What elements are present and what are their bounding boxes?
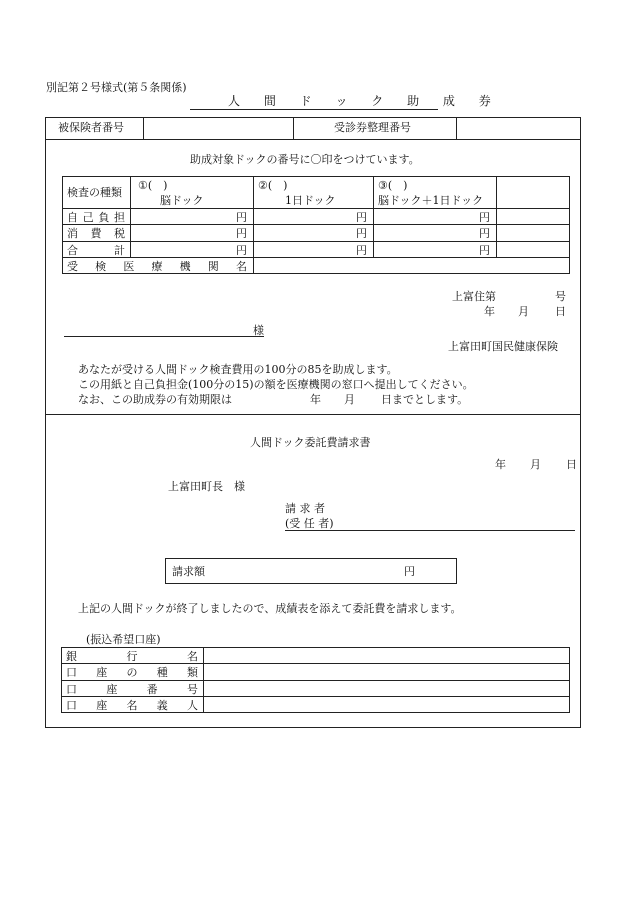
form-number-label: 別記第２号様式(第５条関係) [46, 81, 187, 94]
invoice-year-label: 年 [495, 458, 506, 471]
bank-row-line-2 [61, 680, 570, 681]
claim-amount-unit: 円 [404, 565, 415, 578]
insured-number-field[interactable] [145, 119, 291, 137]
yen-unit: 円 [236, 227, 247, 240]
yen-unit: 円 [479, 227, 490, 240]
tax-label: 消 費 税 [67, 227, 125, 240]
yen-unit: 円 [236, 211, 247, 224]
body-line-2: この用紙と自己負担金(100分の15)の額を医療機関の窓口へ提出してください。 [78, 378, 474, 391]
table-col-1 [130, 176, 131, 257]
yen-unit: 円 [236, 244, 247, 257]
yen-unit: 円 [479, 244, 490, 257]
table-line-4 [62, 257, 570, 258]
claimant-signature-line[interactable] [285, 530, 575, 531]
table-col-4 [496, 176, 497, 257]
account-holder-field[interactable] [205, 698, 568, 711]
form-title: 人 間 ド ッ ク 助 成 券 [228, 94, 501, 108]
ticket-number-label: 受診券整理番号 [334, 121, 411, 134]
table-line-2 [62, 224, 570, 225]
claim-statement: 上記の人間ドックが終了しましたので、成績表を添えて委託費を請求します。 [78, 602, 462, 615]
validity-month-label: 月 [344, 393, 355, 406]
table-line-3 [62, 241, 570, 242]
account-number-label: 口 座 番 号 [66, 683, 198, 696]
issue-year-label: 年 [484, 305, 495, 318]
yen-unit: 円 [356, 244, 367, 257]
account-type-label: 口 座 の 種 類 [66, 666, 198, 679]
recipient-name-line[interactable] [64, 336, 264, 337]
account-type-field[interactable] [205, 665, 568, 679]
agent-label: (受 任 者) [285, 517, 334, 530]
yen-unit: 円 [356, 227, 367, 240]
claim-amount-label: 請求額 [172, 565, 205, 578]
addressee: 上富田町長 様 [168, 480, 245, 493]
bank-col-line [203, 647, 204, 713]
self-pay-label: 自 己 負 担 [67, 211, 125, 224]
validity-prefix: なお、この助成券の有効期限は [78, 393, 232, 406]
validity-year-label: 年 [310, 393, 321, 406]
top-row-separator-2 [293, 117, 294, 139]
claimant-label: 請 求 者 [285, 502, 325, 515]
invoice-day-label: 日 [566, 458, 577, 471]
table-line-1 [62, 208, 570, 209]
honorific-label: 様 [253, 324, 264, 337]
option-2-mark[interactable]: ②( ) [258, 179, 288, 192]
exam-type-header: 検査の種類 [67, 186, 122, 199]
invoice-month-label: 月 [530, 458, 541, 471]
issue-day-label: 日 [555, 305, 566, 318]
option-3-name: 脳ドック＋1日ドック [378, 194, 484, 207]
issue-month-label: 月 [518, 305, 529, 318]
total-label: 合 計 [67, 244, 125, 257]
institution-label: 受 検 医 療 機 関 名 [67, 260, 247, 273]
top-row-separator-3 [456, 117, 457, 139]
invoice-title: 人間ドック委託費請求書 [250, 436, 371, 449]
table-col-2 [253, 176, 254, 274]
option-1-mark[interactable]: ①( ) [138, 179, 168, 192]
bank-name-field[interactable] [205, 649, 568, 662]
ticket-number-field[interactable] [458, 119, 579, 137]
option-2-name: 1日ドック [285, 194, 336, 207]
bank-row-line-3 [61, 696, 570, 697]
number-suffix: 号 [555, 290, 566, 303]
table-col-3 [373, 176, 374, 257]
bank-name-label: 銀 行 名 [66, 650, 198, 663]
option-3-mark[interactable]: ③( ) [378, 179, 408, 192]
yen-unit: 円 [479, 211, 490, 224]
body-line-1: あなたが受ける人間ドック検査費用の100分の85を助成します。 [78, 363, 398, 376]
issuer-name: 上富田町国民健康保険 [448, 340, 558, 353]
institution-field[interactable] [255, 259, 568, 273]
option-1-name: 脳ドック [160, 194, 204, 207]
insured-number-label: 被保険者番号 [58, 121, 124, 134]
top-row-divider [45, 139, 581, 140]
address-prefix: 上富住第 [452, 290, 496, 303]
instruction-text: 助成対象ドックの番号に〇印をつけています。 [190, 153, 420, 166]
account-holder-label: 口 座 名 義 人 [66, 699, 198, 712]
yen-unit: 円 [356, 211, 367, 224]
account-number-field[interactable] [205, 682, 568, 695]
title-underline [190, 109, 438, 110]
bank-row-line-1 [61, 663, 570, 664]
validity-suffix: 日までとします。 [381, 393, 469, 406]
top-row-separator-1 [143, 117, 144, 139]
section-divider [45, 414, 581, 415]
bank-account-title: (振込希望口座) [86, 633, 161, 646]
